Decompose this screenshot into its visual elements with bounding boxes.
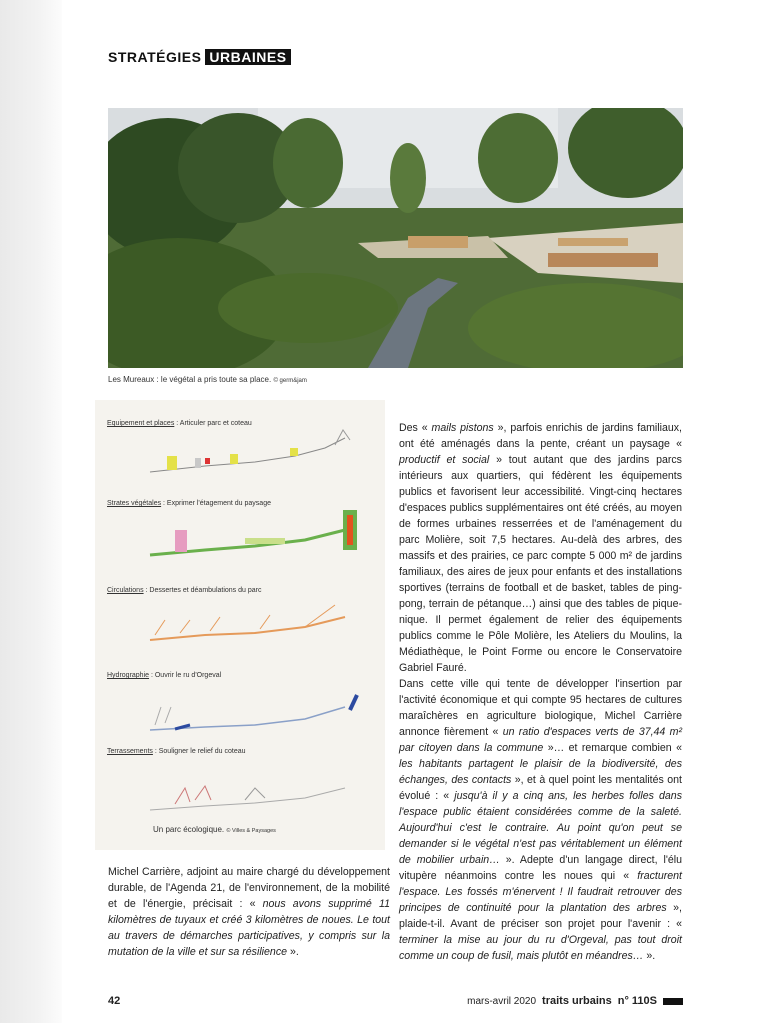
diagram-label-3: Circulations : Dessertes et déambulations du parc (107, 587, 262, 594)
photo-caption-credit: © germ&jam (273, 378, 307, 384)
page-gutter (0, 0, 62, 1023)
footer-date: mars-avril 2020 (467, 995, 537, 1007)
footer-info (467, 995, 683, 1007)
footer-brand: traits urbains (542, 995, 612, 1007)
footer-bar (663, 998, 683, 1005)
diagram-caption: Un parc écologique. © Villes & Paysages (153, 825, 276, 834)
diagram-label-4: Hydrographie : Ouvrir le ru d'Orgeval (107, 672, 222, 679)
left-column (108, 864, 390, 960)
diagram-label-2: Strates végétales : Exprimer l'étagement du paysage (107, 500, 271, 507)
park-photo (108, 108, 683, 368)
diagram-label-5: Terrassements : Souligner le relief du coteau (107, 748, 246, 755)
diagram-panel-3 (150, 605, 345, 640)
diagram-label-1: Equipement et places : Articuler parc et coteau (107, 420, 252, 427)
diagram-panel-2 (150, 510, 357, 555)
left-paragraph: Michel Carrière, adjoint au maire chargé du développement durable, de l'Agenda 21, de l'environnement, de la mobilité et de l'énergie, précisait : « nous avons supprimé 11 kilomètres de tuyaux et créé 3 kilomètres de noues. Le tout au travers de démarches participatives, y compris sur la mutation de la ville et sur sa résilience ». (108, 866, 390, 958)
diagram-panel-5 (150, 786, 345, 810)
footer-issue: n° 110S (617, 995, 657, 1007)
diagram-panel-4 (150, 695, 357, 730)
photo-caption-text: Les Mureaux : le végétal a pris toute sa place. (108, 375, 272, 384)
diagram-panel-1 (150, 430, 350, 472)
park-diagram (95, 400, 385, 850)
section-header (108, 49, 291, 65)
right-column (399, 420, 682, 964)
right-paragraph-1: Des « mails pistons », parfois enrichis de jardins familiaux, ont été aménagés dans la pente, créant un paysage « productif et social » tout autant que des jardins parcs intérieurs aux quartiers, qui fédèrent les équipements publics et favorisent leur accessibilité. Vingt-cinq hectares d'espaces publics supplémentaires ont été créés, au moyen de formes urbaines resserrées et de l'aménagement du parc Molière, soit 7,5 hectares. Au-delà des arbres, des massifs et des prairies, ce parc compte 5 000 m² de jardins familiaux, des aires de jeux pour enfants et des installations sportives (terrains de football et de basket, tables de ping- pong, terrain de pétanque…) ainsi que des tables de pique-nique. Il permet également de relier des équipements publics comme le Pôle Molière, les Ateliers du Moulins, la Médiathèque, le Point Forme ou encore le Conservatoire Gabriel Fauré. (399, 422, 682, 674)
header-title-plain: STRATÉGIES (108, 49, 202, 65)
photo-caption (108, 375, 307, 384)
page-number: 42 (108, 995, 121, 1007)
right-paragraph-2: Dans cette ville qui tente de développer l'insertion par l'activité économique et qui compte 95 hectares de cultures maraîchères en agriculture biologique, Michel Carrière annonce fièrement « un ratio d'espaces verts de 37,44 m² par citoyen dans la commune »… et remarque combien « les habitants partagent le plaisir de la biodiversité, des échanges, des contacts », et à quel point les mentalités ont évolué : « jusqu'à il y a cinq ans, les herbes folles dans l'espace public étaient considérées comme de la saleté. Aujourd'hui c'est le contraire. Au point qu'on peut se demander si le végétal n'est pas véritablement un élément de mobilier urbain… ». Adepte d'un langage direct, l'élu vitupère néanmoins contre les noues qui « fracturent l'espace. Les fossés m'énervent ! Il faudrait retrouver des principes de continuité pour la plantation des arbres », plaide-t-il. Avant de préciser son projet pour l'avenir : « terminer la mise au jour du ru d'Orgeval, pas tout droit comme un coup de fusil, mais plutôt en méandres… ». (399, 678, 683, 962)
header-title-inverse: URBAINES (205, 49, 290, 65)
